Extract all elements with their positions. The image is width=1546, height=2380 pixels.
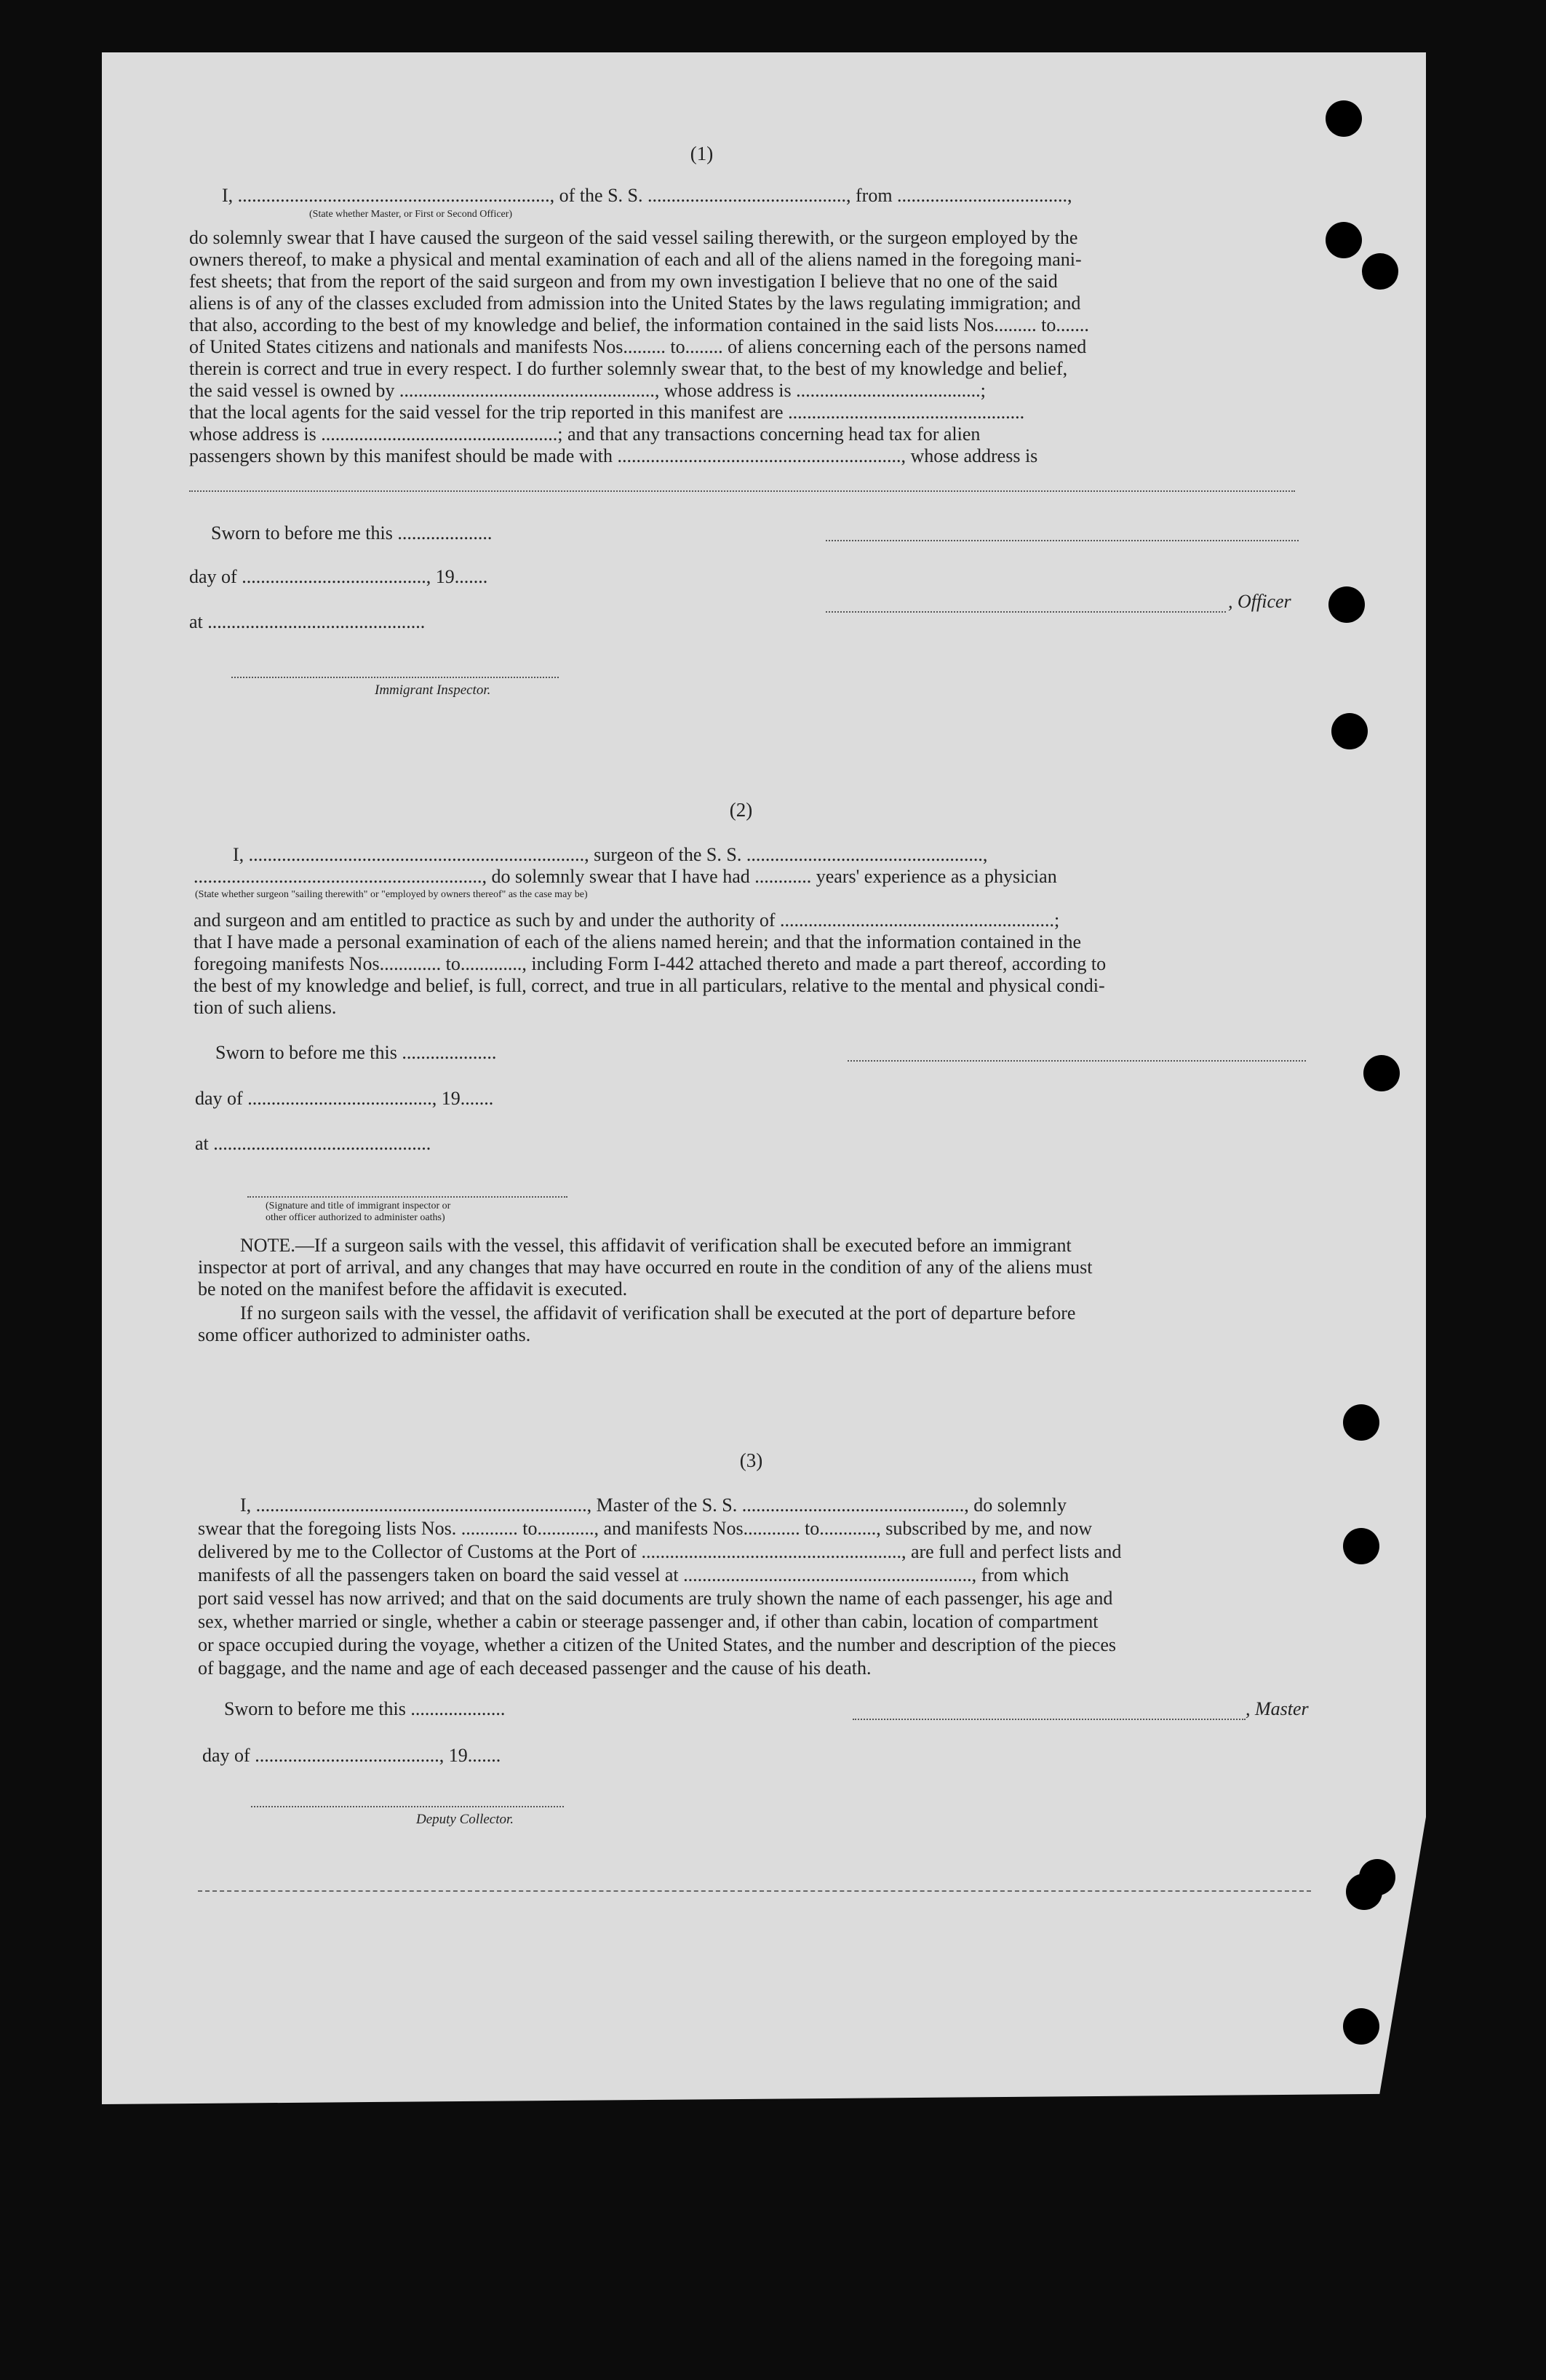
s2-line: I, ......................................................................., surgeon of the S. S. ..................................................,: [233, 844, 988, 865]
s2-inspector-line: [247, 1195, 567, 1198]
punch-hole: [1331, 713, 1368, 749]
s3-master-label: , Master: [1246, 1698, 1309, 1719]
s2-signature-line: [848, 1059, 1306, 1062]
bottom-rule: [198, 1889, 1311, 1892]
section-3-number: (3): [739, 1449, 763, 1471]
punch-hole: [1326, 222, 1362, 258]
punch-hole: [1328, 586, 1365, 623]
s1-sworn: Sworn to before me this ....................: [211, 522, 493, 544]
s1-dotted-rule: [189, 489, 1295, 492]
s3-line: swear that the foregoing lists Nos. ............ to............, and manifests Nos............ to............, subscribed by me, and now: [198, 1518, 1093, 1539]
s2-line: and surgeon and am entitled to practice as such by and under the authority of ..........................................................;: [194, 910, 1060, 931]
s2-line: the best of my knowledge and belief, is full, correct, and true in all particulars, relative to the mental and physical condi-: [194, 975, 1105, 996]
s2-line: foregoing manifests Nos............. to............., including Form I-442 attached thereto and made a part thereof, according to: [194, 953, 1107, 974]
s3-line: or space occupied during the voyage, whether a citizen of the United States, and the number and description of the pieces: [198, 1634, 1117, 1655]
s2-day: day of ......................................., 19.......: [195, 1088, 494, 1109]
s1-line: of United States citizens and nationals and manifests Nos......... to........ of aliens concerning each of the persons named: [189, 336, 1087, 357]
s3-master-line: [853, 1717, 1246, 1720]
s1-line: owners thereof, to make a physical and mental examination of each and all of the aliens named in the foregoing mani-: [189, 249, 1082, 270]
s3-line: port said vessel has now arrived; and that on the said documents are truly shown the name of each passenger, his age and: [198, 1588, 1113, 1609]
s1-line: whose address is ..................................................; and that any transactions concerning head tax for alien: [189, 423, 981, 445]
s3-line: of baggage, and the name and age of each deceased passenger and the cause of his death.: [198, 1657, 872, 1679]
s1-officer-line: [826, 610, 1226, 613]
s3-line: delivered by me to the Collector of Customs at the Port of ......................................................., are full and perfect lists and: [198, 1541, 1122, 1562]
s3-day: day of ......................................., 19.......: [202, 1745, 501, 1766]
s3-line: sex, whether married or single, whether a cabin or steerage passenger and, if other than cabin, location of compartment: [198, 1611, 1099, 1632]
s1-inspector-line: [231, 675, 559, 678]
s2-at: at ..............................................: [195, 1133, 431, 1154]
s1-line: aliens is of any of the classes excluded from admission into the United States by the laws regulating immigration; and: [189, 292, 1081, 314]
s3-line: I, ......................................................................, Master of the S. S. ..............................................., do solemnly: [240, 1495, 1067, 1516]
s1-inspector-label: Immigrant Inspector.: [375, 682, 491, 698]
s1-day: day of ......................................., 19.......: [189, 566, 488, 587]
punch-hole: [1326, 100, 1362, 137]
s3-collector-label: Deputy Collector.: [416, 1812, 514, 1827]
s1-line: fest sheets; that from the report of the said surgeon and from my own investigation I believe that no one of the said: [189, 271, 1058, 292]
s1-line: do solemnly swear that I have caused the surgeon of the said vessel sailing therewith, or the surgeon employed by the: [189, 227, 1078, 248]
s2-hint: (State whether surgeon "sailing therewith" or "employed by owners thereof" as the case may be): [195, 889, 588, 900]
s3-sworn: Sworn to before me this ....................: [224, 1698, 506, 1719]
s1-hint: (State whether Master, or First or Second Officer): [309, 209, 513, 220]
punch-hole: [1343, 1528, 1379, 1564]
s1-line: that the local agents for the said vessel for the trip reported in this manifest are ..................................................: [189, 402, 1025, 423]
s2-note: If no surgeon sails with the vessel, the affidavit of verification shall be executed at the port of departure before: [240, 1302, 1076, 1324]
s1-line: I, .................................................................., of the S. S. .........................................., from ....................................,: [222, 185, 1072, 206]
s1-line: passengers shown by this manifest should be made with ............................................................, whose address is: [189, 445, 1038, 466]
section-2-number: (2): [729, 799, 753, 821]
s2-note: inspector at port of arrival, and any changes that may have occurred en route in the condition of any of the aliens must: [198, 1257, 1093, 1278]
s2-note: NOTE.—If a surgeon sails with the vessel, this affidavit of verification shall be executed before an immigrant: [240, 1235, 1072, 1256]
s1-signature-line: [826, 538, 1299, 541]
s1-at: at ..............................................: [189, 611, 426, 632]
s1-line: therein is correct and true in every respect. I do further solemnly swear that, to the best of my knowledge and belief,: [189, 358, 1068, 379]
s3-line: manifests of all the passengers taken on board the said vessel at ............................................................., from which: [198, 1564, 1069, 1585]
s2-line: tion of such aliens.: [194, 997, 337, 1018]
s2-note: be noted on the manifest before the affidavit is executed.: [198, 1278, 628, 1300]
punch-hole: [1359, 1859, 1395, 1895]
s2-line: that I have made a personal examination of each of the aliens named herein; and that the information contained in the: [194, 931, 1082, 952]
punch-hole: [1362, 253, 1398, 290]
s2-sig-hint: other officer authorized to administer oaths): [266, 1212, 445, 1223]
s2-sig-hint: (Signature and title of immigrant inspector or: [266, 1201, 451, 1211]
section-1-number: (1): [690, 143, 714, 164]
s2-sworn: Sworn to before me this ....................: [215, 1042, 497, 1063]
punch-hole: [1343, 1404, 1379, 1441]
s1-line: the said vessel is owned by ......................................................, whose address is .......................................;: [189, 380, 986, 401]
s2-line: ............................................................., do solemnly swear that I have had ............ years' experience as a physician: [194, 866, 1057, 887]
punch-hole: [1363, 1055, 1400, 1091]
s1-officer-label: , Officer: [1228, 591, 1291, 612]
s3-collector-line: [251, 1804, 564, 1807]
s2-note: some officer authorized to administer oaths.: [198, 1324, 531, 1345]
s1-line: that also, according to the best of my knowledge and belief, the information contained in the said lists Nos......... to.......: [189, 314, 1089, 335]
punch-hole: [1343, 2008, 1379, 2045]
